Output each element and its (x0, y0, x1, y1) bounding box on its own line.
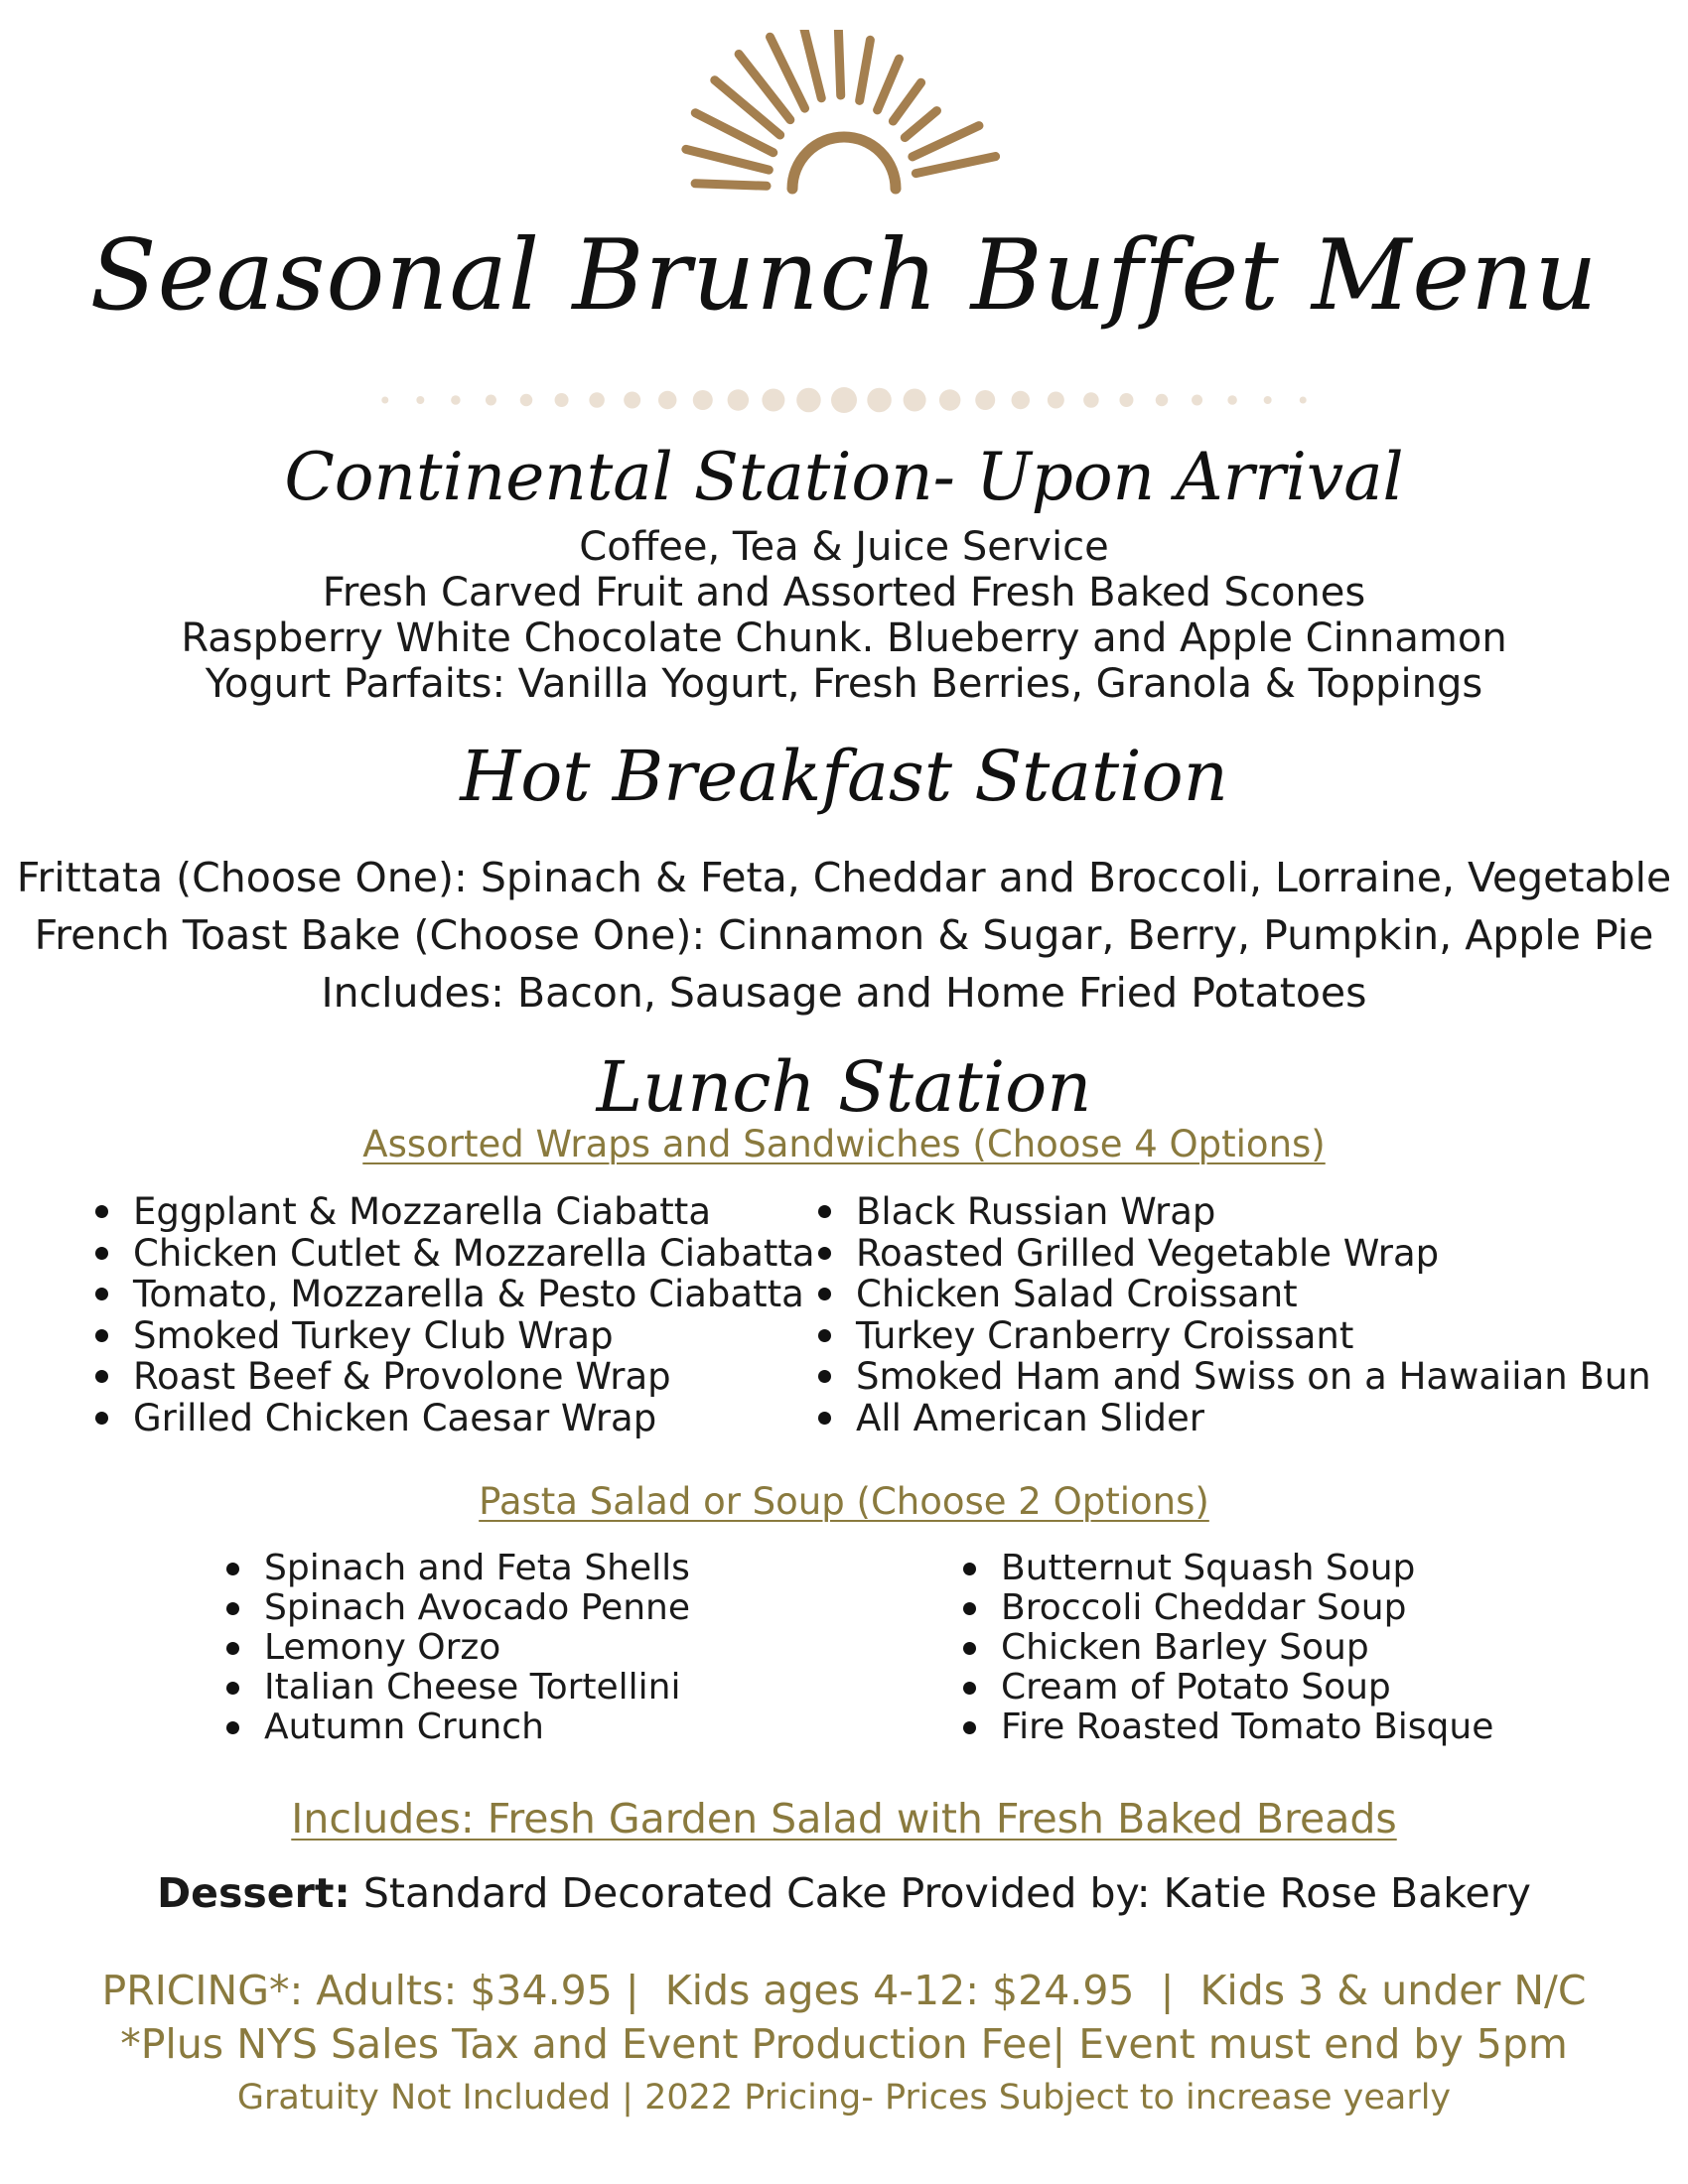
list-item: Smoked Turkey Club Wrap (91, 1315, 815, 1357)
list-item: Roast Beef & Provolone Wrap (91, 1356, 815, 1398)
list-item: Autumn Crunch (222, 1707, 690, 1747)
divider-dot (1119, 393, 1133, 407)
wraps-list-right (814, 1191, 1651, 1438)
hot-breakfast-line: French Toast Bake (Choose One): Cinnamon & Sugar, Berry, Pumpkin, Apple Pie (34, 911, 1654, 959)
pricing-note: *Plus NYS Sales Tax and Event Production Fee| Event must end by 5pm (120, 2020, 1568, 2068)
list-item: Black Russian Wrap (814, 1191, 1651, 1233)
divider-dot (1048, 392, 1064, 409)
list-item: Spinach Avocado Penne (222, 1588, 690, 1628)
divider-dot (904, 389, 926, 412)
list-item: Tomato, Mozzarella & Pesto Ciabatta (91, 1274, 815, 1315)
divider-dot (762, 389, 784, 412)
list-item: All American Slider (814, 1398, 1651, 1439)
logo-ray (695, 184, 767, 187)
logo-ray (878, 59, 900, 110)
wraps-heading: Assorted Wraps and Sandwiches (Choose 4 Options) (362, 1123, 1326, 1165)
list-item: Butternut Squash Soup (959, 1549, 1493, 1588)
continental-line: Raspberry White Chocolate Chunk. Blueberry and Apple Cinnamon (181, 615, 1507, 661)
continental-line: Coffee, Tea & Juice Service (579, 524, 1109, 570)
divider-dot (624, 392, 640, 409)
list-item: Chicken Cutlet & Mozzarella Ciabatta (91, 1233, 815, 1275)
list-item: Lemony Orzo (222, 1628, 690, 1668)
list-item: Eggplant & Mozzarella Ciabatta (91, 1191, 815, 1233)
logo-ray (838, 30, 840, 95)
list-item: Cream of Potato Soup (959, 1668, 1493, 1707)
logo-ray (860, 40, 871, 100)
divider-dot (975, 390, 995, 410)
list-item: Fire Roasted Tomato Bisque (959, 1707, 1493, 1747)
dotted-divider-icon (367, 385, 1321, 415)
hot-breakfast-heading: Hot Breakfast Station (460, 736, 1228, 817)
list-item: Chicken Salad Croissant (814, 1274, 1651, 1315)
dessert-line (0, 1866, 1688, 1920)
list-item: Chicken Barley Soup (959, 1628, 1493, 1668)
list-item: Italian Cheese Tortellini (222, 1668, 690, 1707)
logo-ray (915, 157, 995, 174)
divider-dot (520, 394, 533, 407)
pasta-heading: Pasta Salad or Soup (Choose 2 Options) (479, 1480, 1209, 1523)
page-title: Seasonal Brunch Buffet Menu (89, 219, 1599, 333)
divider-dot (381, 397, 388, 404)
list-item: Roasted Grilled Vegetable Wrap (814, 1233, 1651, 1275)
pricing-line: PRICING*: Adults: $34.95 | Kids ages 4-12: $24.95 | Kids 3 & under N/C (101, 1967, 1587, 2014)
divider-dot (1083, 392, 1099, 408)
divider-dot (555, 393, 569, 407)
logo-ray (893, 82, 920, 121)
dessert-text: Standard Decorated Cake Provided by: Katie Rose Bakery (350, 1869, 1531, 1917)
divider-dot (451, 395, 461, 405)
divider-dot (796, 388, 821, 413)
logo-ray (686, 149, 769, 170)
wraps-list-left (91, 1191, 815, 1438)
pricing-footnote: Gratuity Not Included | 2022 Pricing- Prices Subject to increase yearly (236, 2078, 1452, 2117)
logo-ray (913, 126, 979, 157)
pasta-list-left (222, 1549, 690, 1747)
divider-dot (1227, 395, 1237, 405)
hot-breakfast-line: Frittata (Choose One): Spinach & Feta, Cheddar and Broccoli, Lorraine, Vegetable (16, 854, 1672, 901)
divider-dot (1300, 397, 1307, 404)
divider-dot (658, 391, 677, 410)
continental-line: Yogurt Parfaits: Vanilla Yogurt, Fresh Berries, Granola & Toppings (205, 661, 1483, 707)
divider-dot (1264, 396, 1272, 404)
divider-dot (831, 387, 857, 413)
divider-dot (728, 389, 750, 411)
logo-sun-arc (792, 137, 896, 189)
divider-dot (486, 395, 496, 406)
divider-dot (1012, 391, 1031, 410)
list-item: Turkey Cranberry Croissant (814, 1315, 1651, 1357)
list-item: Spinach and Feta Shells (222, 1549, 690, 1588)
continental-list (0, 524, 1688, 707)
divider-dot (1192, 395, 1202, 406)
dessert-label: Dessert: (157, 1869, 351, 1917)
list-item: Broccoli Cheddar Soup (959, 1588, 1493, 1628)
divider-dot (589, 392, 605, 408)
divider-dot (939, 389, 961, 411)
list-item: Grilled Chicken Caesar Wrap (91, 1398, 815, 1439)
lunch-heading: Lunch Station (596, 1046, 1092, 1128)
logo-ray (905, 111, 936, 138)
list-item: Smoked Ham and Swiss on a Hawaiian Bun (814, 1356, 1651, 1398)
continental-line: Fresh Carved Fruit and Assorted Fresh Baked Scones (322, 570, 1366, 615)
includes-line: Includes: Fresh Garden Salad with Fresh Baked Breads (291, 1795, 1397, 1843)
logo-ray (804, 30, 821, 98)
divider-dot (693, 390, 713, 410)
divider-dot (416, 396, 424, 404)
pasta-list-right (959, 1549, 1493, 1747)
hot-breakfast-line: Includes: Bacon, Sausage and Home Fried Potatoes (321, 969, 1367, 1017)
divider-dot (1156, 394, 1169, 407)
divider-dot (867, 388, 892, 413)
sunburst-logo-icon (665, 30, 1023, 208)
continental-heading: Continental Station- Upon Arrival (284, 439, 1404, 515)
hot-breakfast-list (0, 849, 1688, 1022)
